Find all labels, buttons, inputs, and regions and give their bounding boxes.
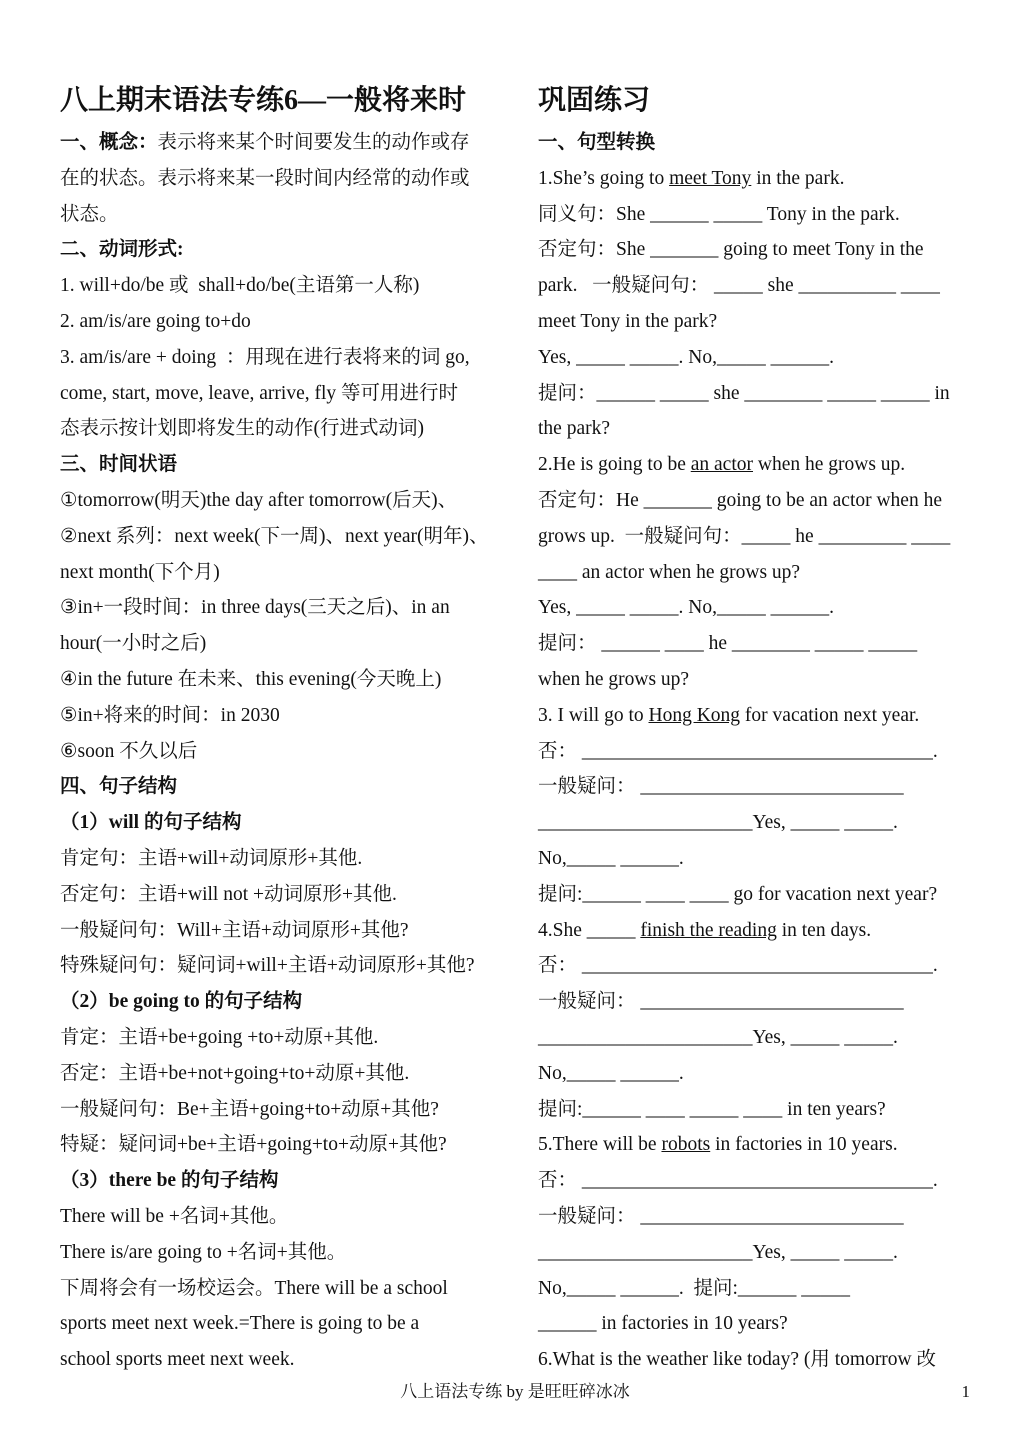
text-segment: ③in+一段时间：in three days(三天之后)、in an — [60, 597, 450, 619]
text-segment: 否定句：He _______ going to be an actor when he — [538, 489, 942, 511]
right-column-body — [538, 125, 970, 1378]
text-segment: ______ in factories in 10 years? — [538, 1313, 788, 1335]
text-line — [60, 1056, 500, 1092]
text-line — [60, 1271, 500, 1307]
text-line — [60, 1020, 500, 1056]
text-line — [538, 1271, 970, 1307]
text-segment: There will be +名词+其他。 — [60, 1205, 289, 1227]
underlined-phrase: meet Tony — [669, 167, 752, 189]
text-line — [60, 161, 500, 197]
text-line — [538, 1127, 970, 1163]
text-segment: come, start, move, leave, arrive, fly 等可用进行时 — [60, 382, 459, 404]
text-line — [60, 698, 500, 734]
text-line — [538, 1163, 970, 1199]
text-segment: 提问：______ _____ she ________ _____ _____ in — [538, 382, 950, 404]
heading-text: （2）be going to 的句子结构 — [60, 991, 303, 1013]
text-segment: in ten days. — [776, 919, 872, 941]
text-line — [60, 1127, 500, 1163]
text-segment: meet Tony in the park? — [538, 310, 718, 332]
text-segment: 否定：主语+be+not+going+to+动原+其他. — [60, 1062, 410, 1084]
text-segment: 4.She _____ — [538, 919, 641, 941]
text-line — [60, 805, 500, 841]
heading-text: 二、动词形式: — [60, 239, 184, 261]
text-segment: ____ an actor when he grows up? — [538, 561, 801, 583]
document-title: 八上期末语法专练6—一般将来时 — [60, 85, 467, 116]
underlined-phrase: robots — [661, 1134, 711, 1156]
text-segment: ______________________Yes, _____ _____. — [538, 1026, 898, 1048]
text-line — [538, 1235, 970, 1271]
text-line — [60, 376, 500, 412]
text-line — [60, 662, 500, 698]
text-line — [60, 841, 500, 877]
text-segment: 一般疑问： ___________________________ — [538, 776, 904, 798]
text-segment: sports meet next week.=There is going to be a — [60, 1313, 420, 1335]
exercises-title: 巩固练习 — [538, 85, 651, 116]
underlined-phrase: finish the reading — [640, 919, 777, 941]
right-column — [538, 84, 970, 1378]
text-line — [538, 340, 970, 376]
underlined-phrase: Hong Kong — [648, 704, 741, 726]
text-segment: There is/are going to +名词+其他。 — [60, 1241, 347, 1263]
text-segment: 肯定：主语+be+going +to+动原+其他. — [60, 1026, 379, 1048]
text-line — [538, 1020, 970, 1056]
text-line — [60, 913, 500, 949]
text-segment: for vacation next year. — [740, 704, 920, 726]
heading-text: 四、句子结构 — [60, 776, 178, 798]
text-segment: 提问:______ ____ _____ ____ in ten years? — [538, 1098, 886, 1120]
heading-text: （1）will 的句子结构 — [60, 812, 242, 834]
text-segment: Yes, _____ _____. No,_____ ______. — [538, 346, 834, 368]
text-line — [538, 555, 970, 591]
text-line — [538, 948, 970, 984]
text-line — [60, 1092, 500, 1128]
text-line — [60, 268, 500, 304]
text-line — [538, 519, 970, 555]
text-segment: grows up. 一般疑问句：_____ he _________ ____ — [538, 525, 951, 547]
text-segment: when he grows up? — [538, 668, 690, 690]
text-line — [60, 555, 500, 591]
text-segment: 提问： ______ ____ he ________ _____ _____ — [538, 633, 918, 655]
text-line — [60, 304, 500, 340]
text-segment: 特疑：疑问词+be+主语+going+to+动原+其他? — [60, 1134, 447, 1156]
text-line — [538, 1306, 970, 1342]
text-segment: next month(下个月) — [60, 561, 220, 583]
text-segment: 5.There will be — [538, 1134, 662, 1156]
text-segment: 一般疑问： ___________________________ — [538, 991, 904, 1013]
text-line — [538, 268, 970, 304]
text-line — [60, 411, 500, 447]
text-line — [538, 662, 970, 698]
text-line — [60, 1199, 500, 1235]
page-number: 1 — [961, 1382, 970, 1401]
text-line — [538, 769, 970, 805]
text-segment: 否： ____________________________________. — [538, 740, 938, 762]
text-line — [60, 984, 500, 1020]
text-line — [538, 877, 970, 913]
text-segment: ______________________Yes, _____ _____. — [538, 812, 898, 834]
text-line — [60, 877, 500, 913]
text-line — [538, 483, 970, 519]
text-segment: 同义句：She ______ _____ Tony in the park. — [538, 203, 900, 225]
text-segment: 否定句：主语+will not +动词原形+其他. — [60, 883, 397, 905]
text-segment: 1.She’s going to — [538, 167, 670, 189]
heading-text: （3）there be 的句子结构 — [60, 1170, 279, 1192]
text-line — [60, 232, 500, 268]
text-line — [60, 1163, 500, 1199]
heading-text: 一、概念： — [60, 132, 158, 153]
text-segment: 下周将会有一场校运会。There will be a school — [60, 1277, 448, 1299]
text-line — [60, 626, 500, 662]
text-line — [538, 913, 970, 949]
text-segment: 否： ____________________________________. — [538, 955, 938, 977]
text-segment: 1. will+do/be 或 shall+do/be(主语第一人称) — [60, 275, 420, 297]
text-line — [538, 304, 970, 340]
left-column-body — [60, 125, 500, 1378]
two-column-layout — [60, 84, 970, 1378]
text-line — [538, 1342, 970, 1378]
text-segment: 特殊疑问句：疑问词+will+主语+动词原形+其他? — [60, 955, 475, 977]
heading-text: 三、时间状语 — [60, 454, 178, 476]
text-line — [60, 519, 500, 555]
text-line — [538, 1092, 970, 1128]
text-segment: the park? — [538, 418, 611, 440]
text-line — [60, 197, 500, 233]
text-segment: 一般疑问： ___________________________ — [538, 1205, 904, 1227]
text-segment: 2. am/is/are going to+do — [60, 310, 251, 332]
text-segment: in the park. — [751, 167, 845, 189]
left-column — [60, 84, 500, 1378]
text-line — [60, 590, 500, 626]
text-line — [60, 769, 500, 805]
text-segment: 一般疑问句：Will+主语+动词原形+其他? — [60, 919, 409, 941]
text-line — [60, 1342, 500, 1378]
text-segment: 3. am/is/are + doing ：用现在进行表将来的词 go, — [60, 346, 470, 368]
text-line — [60, 1235, 500, 1271]
text-segment: ⑤in+将来的时间：in 2030 — [60, 704, 280, 726]
text-segment: 6.What is the weather like today? (用 tomorrow 改 — [538, 1349, 937, 1371]
footer-text: 八上语法专练 by 是旺旺碎冰冰 — [400, 1382, 630, 1401]
text-line — [538, 376, 970, 412]
text-line — [538, 805, 970, 841]
text-line — [538, 161, 970, 197]
text-segment: park. 一般疑问句： _____ she __________ ____ — [538, 275, 940, 297]
text-segment: ④in the future 在未来、this evening(今天晚上) — [60, 668, 442, 690]
text-segment: 提问:______ ____ ____ go for vacation next year? — [538, 883, 938, 905]
text-segment: when he grows up. — [753, 454, 906, 476]
text-line — [60, 948, 500, 984]
text-segment: No,_____ ______. — [538, 1062, 684, 1084]
text-line — [60, 125, 500, 161]
text-line — [538, 698, 970, 734]
text-line — [538, 1199, 970, 1235]
text-line — [538, 626, 970, 662]
text-line — [60, 483, 500, 519]
text-line — [60, 340, 500, 376]
heading-text: 一、句型转换 — [538, 132, 656, 153]
text-segment: in factories in 10 years. — [710, 1134, 898, 1156]
text-line — [538, 125, 970, 161]
text-segment: ②next 系列：next week(下一周)、next year(明年)、 — [60, 525, 489, 547]
text-line — [60, 447, 500, 483]
text-segment: ______________________Yes, _____ _____. — [538, 1241, 898, 1263]
text-line — [538, 197, 970, 233]
text-line — [538, 734, 970, 770]
text-segment: 3. I will go to — [538, 704, 649, 726]
text-segment: school sports meet next week. — [60, 1349, 295, 1371]
text-segment: ⑥soon 不久以后 — [60, 740, 198, 762]
text-line — [538, 447, 970, 483]
text-line — [60, 1306, 500, 1342]
text-segment: 表示将来某个时间要发生的动作或存 — [157, 132, 470, 153]
text-segment: 在的状态。表示将来某一段时间内经常的动作或 — [60, 167, 470, 189]
text-segment: 态表示按计划即将发生的动作(行进式动词) — [60, 418, 424, 440]
page-footer — [60, 1380, 970, 1404]
text-line — [538, 590, 970, 626]
text-segment: 状态。 — [60, 203, 119, 225]
text-segment: hour(一小时之后) — [60, 633, 207, 655]
text-line — [60, 734, 500, 770]
text-segment: No,_____ ______. — [538, 847, 684, 869]
text-line — [538, 984, 970, 1020]
text-line — [538, 1056, 970, 1092]
text-segment: Yes, _____ _____. No,_____ ______. — [538, 597, 834, 619]
text-segment: 一般疑问句：Be+主语+going+to+动原+其他? — [60, 1098, 439, 1120]
text-segment: 否： ____________________________________. — [538, 1170, 938, 1192]
text-segment: 肯定句：主语+will+动词原形+其他. — [60, 847, 363, 869]
underlined-phrase: an actor — [690, 454, 753, 476]
text-segment: ①tomorrow(明天)the day after tomorrow(后天)、 — [60, 489, 458, 511]
text-line — [538, 232, 970, 268]
text-line — [538, 841, 970, 877]
text-segment: 2.He is going to be — [538, 454, 691, 476]
text-segment: 否定句：She _______ going to meet Tony in the — [538, 239, 924, 261]
text-line — [538, 411, 970, 447]
text-segment: No,_____ ______. 提问:______ _____ — [538, 1277, 851, 1299]
